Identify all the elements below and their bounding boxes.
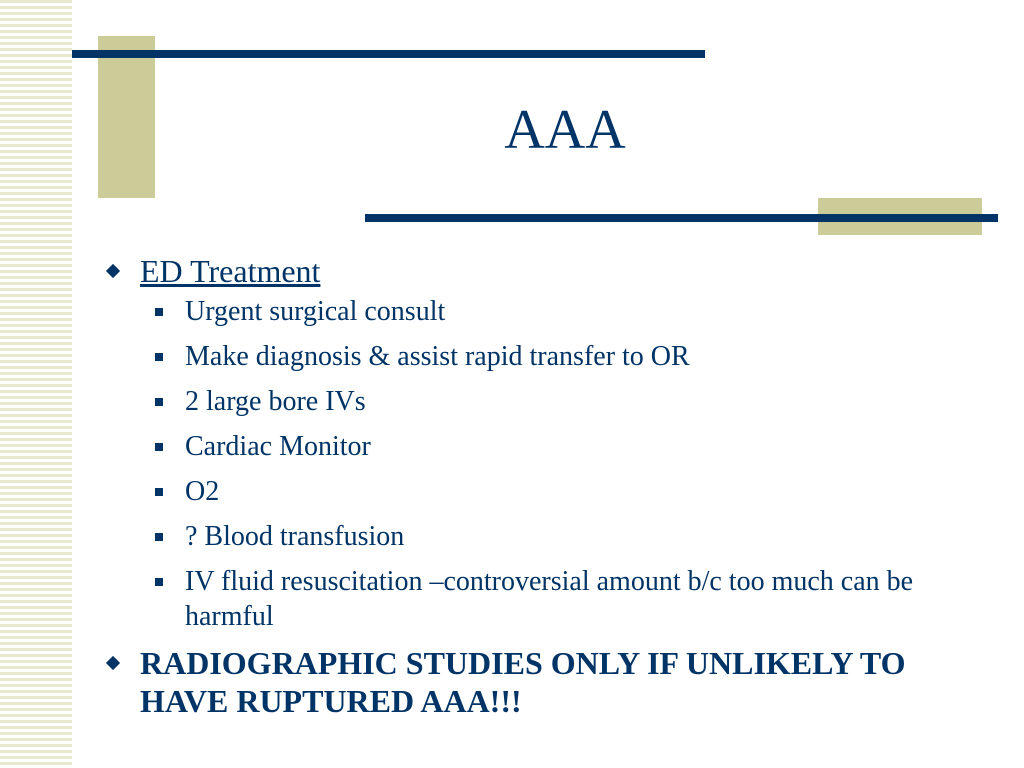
diamond-bullet-icon xyxy=(106,656,120,670)
list-item xyxy=(100,519,1000,554)
bullet-heading: RADIOGRAPHIC STUDIES ONLY IF UNLIKELY TO HAVE RUPTURED AAA!!! xyxy=(140,645,906,719)
square-bullet-icon xyxy=(155,398,163,406)
bullet-ed-treatment xyxy=(100,252,1000,290)
title-rule-top xyxy=(72,50,705,58)
sub-bullet-list xyxy=(100,294,1000,634)
list-item xyxy=(100,339,1000,374)
list-item-text: 2 large bore IVs xyxy=(185,386,366,417)
bullet-heading: ED Treatment xyxy=(140,253,321,289)
square-bullet-icon xyxy=(155,353,163,361)
diamond-bullet-icon xyxy=(106,264,120,278)
list-item-text: IV fluid resuscitation –controversial amount b/c too much can be harmful xyxy=(185,566,914,632)
square-bullet-icon xyxy=(155,308,163,316)
list-item-text: O2 xyxy=(185,476,220,507)
list-item xyxy=(100,384,1000,419)
square-bullet-icon xyxy=(155,533,163,541)
list-item xyxy=(100,294,1000,329)
list-item xyxy=(100,429,1000,464)
decorative-stripes xyxy=(0,0,72,768)
list-item-text: ? Blood transfusion xyxy=(185,521,405,552)
square-bullet-icon xyxy=(155,443,163,451)
decorative-block-left xyxy=(98,36,155,198)
list-item-text: Make diagnosis & assist rapid transfer to OR xyxy=(185,341,690,372)
title-rule-bottom xyxy=(365,214,998,222)
bullet-radiographic-studies xyxy=(100,644,1000,720)
square-bullet-icon xyxy=(155,488,163,496)
square-bullet-icon xyxy=(155,578,163,586)
list-item-text: Cardiac Monitor xyxy=(185,431,371,462)
slide-content xyxy=(100,252,1000,720)
list-item xyxy=(100,474,1000,509)
slide-title: AAA xyxy=(504,99,626,161)
list-item-text: Urgent surgical consult xyxy=(185,296,446,327)
list-item xyxy=(100,564,1000,634)
